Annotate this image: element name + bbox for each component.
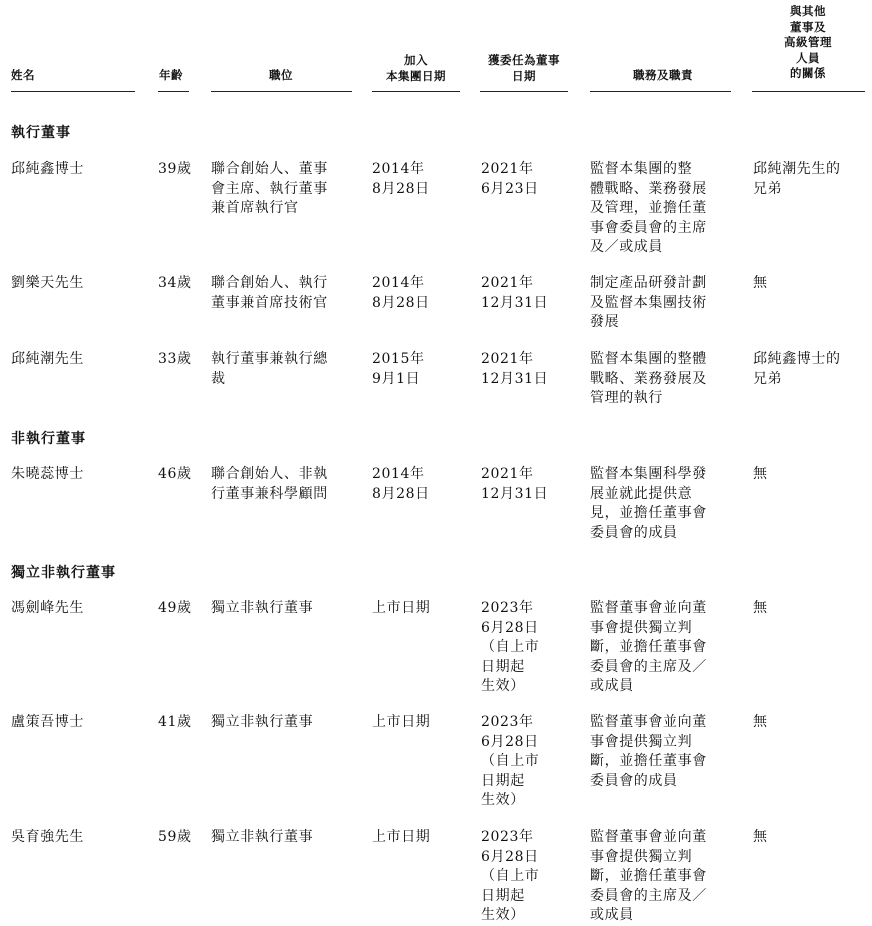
director-position: 聯合創始人、非執 行董事兼科學顧問 (211, 466, 328, 502)
director-age: 59歲 (158, 829, 192, 845)
appoint-date: 2021年 12月31日 (481, 466, 549, 502)
director-position: 執行董事兼執行總 裁 (211, 351, 328, 387)
director-name: 邱純鑫博士 (11, 161, 84, 177)
join-date: 上市日期 (372, 714, 431, 730)
header-appoint-date: 獲委任為董事 日期 (488, 53, 560, 83)
relationship: 無 (753, 275, 768, 291)
relationship: 邱純潮先生的 兄弟 (753, 161, 841, 197)
header-relationship: 與其他 董事及 高級管理 人員 的關係 (784, 4, 832, 80)
appoint-date: 2021年 12月31日 (481, 275, 549, 311)
join-date: 2014年 8月28日 (372, 275, 430, 311)
join-date: 上市日期 (372, 600, 431, 616)
appoint-date: 2023年 6月28日 （自上市 日期起 生效） (481, 829, 540, 923)
director-age: 49歲 (158, 600, 192, 616)
director-name: 邱純潮先生 (11, 351, 84, 367)
relationship: 邱純鑫博士的 兄弟 (753, 351, 841, 387)
director-age: 34歲 (158, 275, 192, 291)
header-rule (211, 91, 352, 92)
director-age: 41歲 (158, 714, 192, 730)
director-age: 46歲 (158, 466, 192, 482)
join-date: 2014年 8月28日 (372, 466, 430, 502)
director-name: 劉樂天先生 (11, 275, 84, 291)
director-name: 盧策吾博士 (11, 714, 84, 730)
director-name: 馮劍峰先生 (11, 600, 84, 616)
duties: 監督董事會並向董 事會提供獨立判 斷，並擔任董事會 委員會的主席及／ 或成員 (590, 829, 707, 923)
director-position: 獨立非執行董事 (211, 829, 314, 845)
director-position: 獨立非執行董事 (211, 600, 314, 616)
duties: 制定產品研發計劃 及監督本集團技術 發展 (590, 275, 707, 330)
director-position: 獨立非執行董事 (211, 714, 314, 730)
director-name: 吳育強先生 (11, 829, 84, 845)
header-join-date: 加入 本集團日期 (386, 53, 446, 83)
director-position: 聯合創始人、執行 董事兼首席技術官 (211, 275, 328, 311)
header-rule (372, 91, 460, 92)
director-position: 聯合創始人、董事 會主席、執行董事 兼首席執行官 (211, 161, 328, 216)
join-date: 2014年 8月28日 (372, 161, 430, 197)
relationship: 無 (753, 714, 768, 730)
header-name: 姓名 (11, 68, 35, 82)
director-age: 33歲 (158, 351, 192, 367)
duties: 監督本集團的整 體戰略、業務發展 及管理，並擔任董 事會委員會的主席 及／或成員 (590, 161, 707, 255)
header-rule (480, 91, 568, 92)
header-position: 職位 (269, 68, 293, 82)
header-duties: 職務及職責 (633, 68, 693, 82)
relationship: 無 (753, 600, 768, 616)
header-rule (11, 91, 135, 92)
appoint-date: 2023年 6月28日 （自上市 日期起 生效） (481, 714, 540, 808)
appoint-date: 2021年 6月23日 (481, 161, 539, 197)
join-date: 2015年 9月1日 (372, 351, 425, 387)
header-rule (752, 91, 865, 92)
director-age: 39歲 (158, 161, 192, 177)
header-rule (158, 91, 189, 92)
appoint-date: 2021年 12月31日 (481, 351, 549, 387)
section-title: 獨立非執行董事 (11, 565, 116, 581)
section-title: 執行董事 (11, 125, 71, 141)
section-title: 非執行董事 (11, 431, 86, 447)
relationship: 無 (753, 466, 768, 482)
appoint-date: 2023年 6月28日 （自上市 日期起 生效） (481, 600, 540, 694)
header-age: 年齡 (159, 68, 183, 82)
duties: 監督本集團的整體 戰略、業務發展及 管理的執行 (590, 351, 707, 406)
director-name: 朱曉蕊博士 (11, 466, 84, 482)
duties: 監督董事會並向董 事會提供獨立判 斷，並擔任董事會 委員會的成員 (590, 714, 707, 789)
header-rule (590, 91, 731, 92)
join-date: 上市日期 (372, 829, 431, 845)
relationship: 無 (753, 829, 768, 845)
duties: 監督本集團科學發 展並就此提供意 見，並擔任董事會 委員會的成員 (590, 466, 707, 541)
duties: 監督董事會並向董 事會提供獨立判 斷，並擔任董事會 委員會的主席及／ 或成員 (590, 600, 707, 694)
